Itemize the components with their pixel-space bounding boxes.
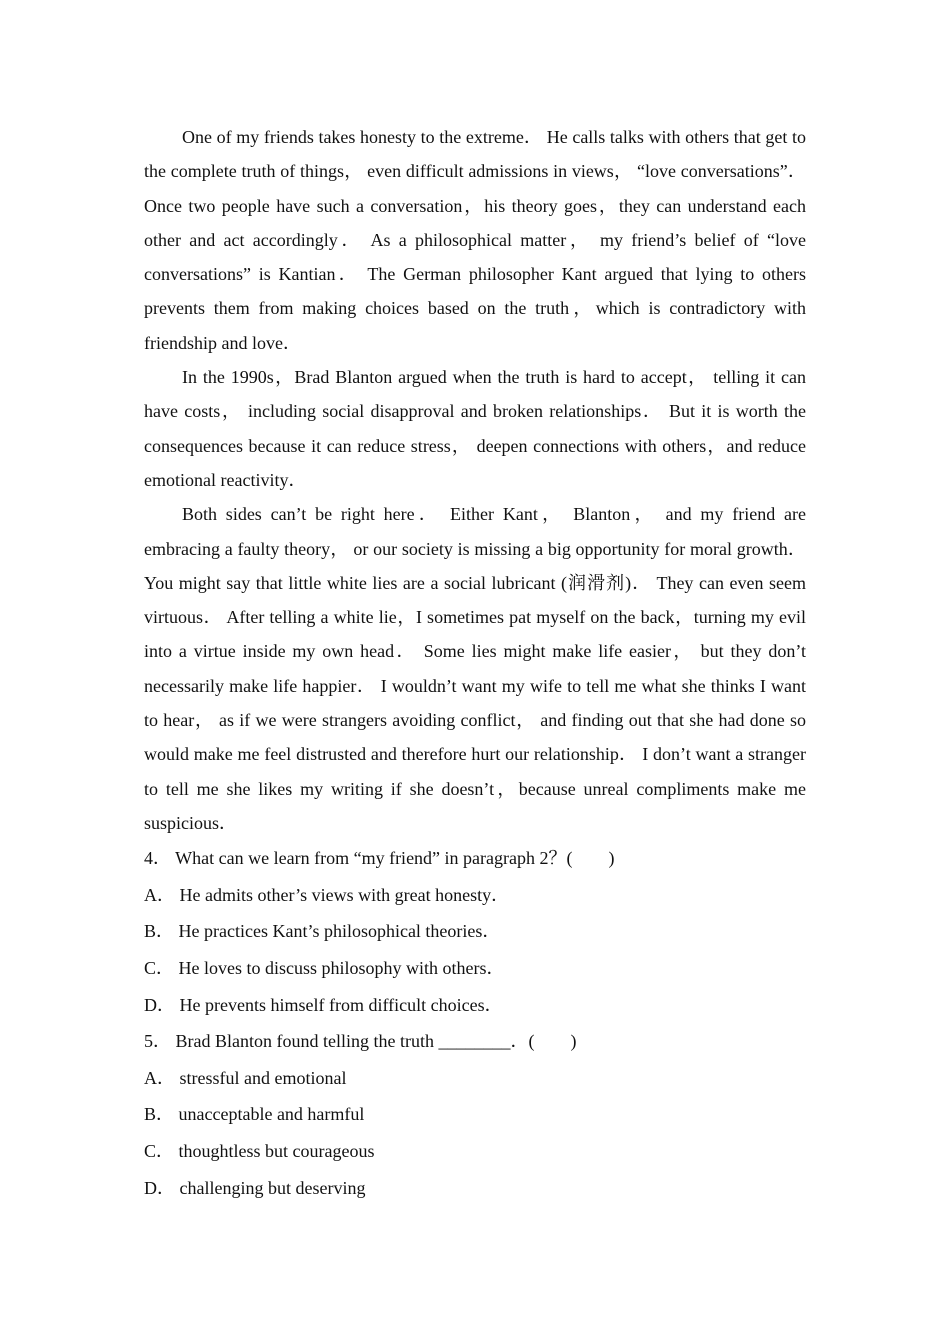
document-page: [144, 120, 806, 1206]
question-stem: 5． Brad Blanton found telling the truth ________．( ): [144, 1031, 577, 1052]
passage-paragraph-1: One of my friends takes honesty to the extreme． He calls talks with others that get to the complete truth of things， even difficult admissions in views， “love conversations”． Once two people have such a conversation，his theory goes，they can understand each other and act accordingly． As a philosophical matter， my friend’s belief of “love conversations” is Kantian． The German philosopher Kant argued that lying to others prevents them from making choices based on the truth，which is contradictory with friendship and love．: [144, 127, 806, 353]
option-a: A． stressful and emotional: [144, 1067, 347, 1088]
passage-paragraph-3: Both sides can’t be right here． Either Kant， Blanton， and my friend are embracing a faulty theory， or our society is missing a big opportunity for moral growth． You might say that little white lies are a social lubricant (润滑剂)． They can even seem virtuous． After telling a white lie，I sometimes pat myself on the back，turning my evil into a virtue inside my own head． Some lies might make life easier， but they don’t necessarily make life happier． I wouldn’t want my wife to tell me what she thinks I want to hear， as if we were strangers avoiding conflict， and finding out that she had done so would make me feel distrusted and therefore hurt our relationship． I don’t want a stranger to tell me she likes my writing if she doesn’t，because unreal compliments make me suspicious．: [144, 504, 806, 833]
passage-paragraph-2: In the 1990s，Brad Blanton argued when the truth is hard to accept， telling it can have costs， including social disapproval and broken relationships． But it is worth the consequences because it can reduce stress， deepen connections with others，and reduce emotional reactivity．: [144, 367, 806, 490]
option-a: A． He admits other’s views with great honesty．: [144, 884, 510, 905]
question-4: [144, 840, 806, 1023]
option-c: C． He loves to discuss philosophy with others．: [144, 958, 505, 979]
question-stem: 4． What can we learn from “my friend” in paragraph 2？( ): [144, 848, 615, 869]
option-b: B． He practices Kant’s philosophical theories．: [144, 921, 501, 942]
question-5: [144, 1023, 806, 1206]
option-d: D． He prevents himself from difficult choices．: [144, 994, 503, 1015]
option-d: D． challenging but deserving: [144, 1177, 366, 1198]
option-b: B． unacceptable and harmful: [144, 1104, 365, 1125]
option-c: C． thoughtless but courageous: [144, 1140, 375, 1161]
